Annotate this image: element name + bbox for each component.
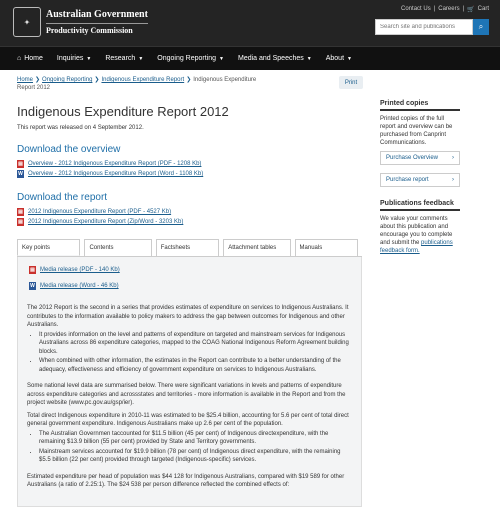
- media-item: [29, 265, 352, 275]
- media-item: [29, 281, 352, 291]
- breadcrumb-ongoing-reporting[interactable]: Ongoing Reporting: [42, 77, 93, 83]
- cart-link[interactable]: Cart: [477, 6, 489, 12]
- search-input[interactable]: [375, 19, 473, 35]
- careers-link[interactable]: Careers: [438, 6, 460, 12]
- breadcrumb-ier[interactable]: Indigenous Expenditure Report: [101, 77, 185, 83]
- caret-down-icon: ▼: [306, 55, 312, 62]
- chevron-right-icon: ›: [452, 177, 454, 183]
- word-icon: W: [30, 283, 35, 289]
- overview-downloads: [17, 159, 362, 179]
- coat-of-arms-icon: ✦: [13, 7, 41, 37]
- caret-down-icon: ▼: [347, 55, 352, 62]
- chevron-right-icon: ❯: [94, 77, 100, 83]
- nav-about[interactable]: About ▼: [325, 55, 352, 62]
- download-link[interactable]: Overview - 2012 Indigenous Expenditure Report (Word - 1108 Kb): [28, 171, 204, 177]
- tab-contents[interactable]: Contents: [84, 239, 151, 256]
- nav-research[interactable]: Research ▼: [105, 55, 144, 62]
- print-button[interactable]: Print: [339, 76, 363, 89]
- word-icon: W: [18, 171, 23, 177]
- page-title: Indigenous Expenditure Report 2012: [17, 104, 229, 119]
- download-item: [17, 207, 362, 217]
- download-link[interactable]: 2012 Indigenous Expenditure Report (Zip/Word - 3203 Kb): [28, 219, 184, 225]
- tab-manuals[interactable]: Manuals: [295, 239, 358, 256]
- tab-factsheets[interactable]: Factsheets: [156, 239, 219, 256]
- list-item: • It provides information on the level and patterns of expenditure on targeted and mainstream services for Indigenous Australians across 86 expenditure categories, mapped to the COAG National Indigenous Reform Agreement building blocks.: [39, 331, 352, 357]
- main-nav: [0, 46, 500, 70]
- key-points-panel: [17, 257, 362, 507]
- caret-down-icon: ▼: [219, 55, 224, 62]
- zip-icon: ▤: [18, 219, 23, 225]
- sidebar: [380, 100, 460, 255]
- home-icon: ⌂: [17, 55, 22, 62]
- total-expenditure-paragraph: Total direct Indigenous expenditure in 2010-11 was estimated to be $25.4 billion, accounting for 5.6 per cent of total direct general government expenditure. Indigenous Australians make up 2.6 per cent of the population.: [27, 412, 349, 427]
- tab-attachment-tables[interactable]: Attachment tables: [223, 239, 290, 256]
- chevron-right-icon: ›: [452, 155, 454, 161]
- report-heading: Download the report: [17, 192, 108, 203]
- site-logo[interactable]: [13, 7, 148, 37]
- intro-bullets: [39, 331, 352, 375]
- download-link[interactable]: 2012 Indigenous Expenditure Report (PDF - 4527 Kb): [28, 209, 172, 215]
- list-item: • Mainstream services accounted for $19.9 billion (78 per cent) of Indigenous direct expenditure, with the remaining $5.5 billion (22 per cent) provided through targeted (Indigenous-specific) services.: [39, 448, 352, 465]
- search-icon: ⌕: [478, 22, 484, 31]
- site-search: [375, 19, 489, 35]
- media-release-pdf-link[interactable]: Media release (PDF - 140 Kb): [40, 267, 120, 273]
- printed-copies-heading: Printed copies: [380, 100, 460, 111]
- download-item: [17, 217, 362, 227]
- national-data-paragraph: Some national level data are summarised below. There were significant variations in levels and patterns of expenditure across expenditure categories and acrossstates and territories - more information is available in the Report and from the project website (www.pc.gov.au/gsp/ier).: [27, 383, 346, 406]
- utility-links: Contact Us | Careers | 🛒 Cart: [401, 6, 489, 13]
- site-header: [0, 0, 500, 46]
- list-item: • When combined with other information, the estimates in the Report can contribute to a better understanding of the adequacy, effectiveness and efficiency of government expenditure on services to Indigenous Australians.: [39, 357, 352, 374]
- feedback-heading: Publications feedback: [380, 200, 460, 211]
- total-bullets: [39, 430, 352, 465]
- release-date: This report was released on 4 September 2012.: [17, 125, 144, 131]
- intro-paragraph: The 2012 Report is the second in a series that provides estimates of expenditure on services to Indigenous Australians. It contributes to the information available to policy makers to address the gap between outcomes for Indigenous and other Australians.: [27, 305, 349, 328]
- search-button[interactable]: [473, 19, 489, 35]
- nav-media-speeches[interactable]: Media and Speeches ▼: [237, 55, 312, 62]
- caret-down-icon: ▼: [86, 55, 92, 62]
- pdf-icon: ▤: [18, 161, 23, 167]
- report-tabs: [17, 239, 362, 257]
- feedback-form-link[interactable]: publications feedback form.: [380, 240, 453, 254]
- pdf-icon: ▤: [30, 267, 35, 273]
- caret-down-icon: ▼: [138, 55, 144, 62]
- chevron-right-icon: ❯: [186, 77, 192, 83]
- purchase-report-button[interactable]: Purchase report ›: [380, 173, 460, 187]
- download-link[interactable]: Overview - 2012 Indigenous Expenditure Report (PDF - 1208 Kb): [28, 161, 202, 167]
- nav-inquiries[interactable]: Inquiries ▼: [56, 55, 92, 62]
- breadcrumb-current: Indigenous Expenditure Report 2012: [17, 77, 257, 91]
- list-item: • The Australian Governmen taccounted for $11.5 billion (45 per cent) of Indigenous directexpenditure, with the remaining $13.9 billion (55 per cent) provided by State and Territory governments.: [39, 430, 352, 447]
- pdf-icon: ▤: [18, 209, 23, 215]
- gov-name: Australian Government: [46, 9, 148, 24]
- feedback-text: We value your comments about this publication and encourage you to complete and submit the publications feedback form.: [380, 216, 453, 254]
- breadcrumb-home[interactable]: Home: [17, 77, 34, 83]
- tab-key-points[interactable]: Key points: [17, 239, 80, 256]
- main-content: [17, 75, 362, 507]
- chevron-right-icon: ❯: [35, 77, 41, 83]
- download-item: [17, 159, 362, 169]
- per-head-paragraph: Estimated expenditure per head of population was $44 128 for Indigenous Australians, compared with $19 589 for other Australians (a ratio of 2.25:1). The $24 538 per person difference reflected the combined effects of:: [27, 473, 345, 488]
- printed-copies-text: Printed copies of the full report and overview can be purchased from Canprint Communications.: [380, 116, 453, 146]
- media-release-word-link[interactable]: Media release (Word - 46 Kb): [40, 283, 119, 289]
- cart-icon[interactable]: 🛒: [467, 7, 475, 13]
- nav-home[interactable]: ⌂ Home: [17, 55, 43, 62]
- breadcrumb: [17, 76, 272, 92]
- report-downloads: [17, 207, 362, 227]
- purchase-overview-button[interactable]: Purchase Overview ›: [380, 151, 460, 165]
- org-name: Productivity Commission: [46, 25, 133, 35]
- download-item: [17, 169, 362, 179]
- contact-link[interactable]: Contact Us: [401, 6, 431, 12]
- overview-heading: Download the overview: [17, 144, 121, 155]
- nav-ongoing-reporting[interactable]: Ongoing Reporting ▼: [157, 55, 224, 62]
